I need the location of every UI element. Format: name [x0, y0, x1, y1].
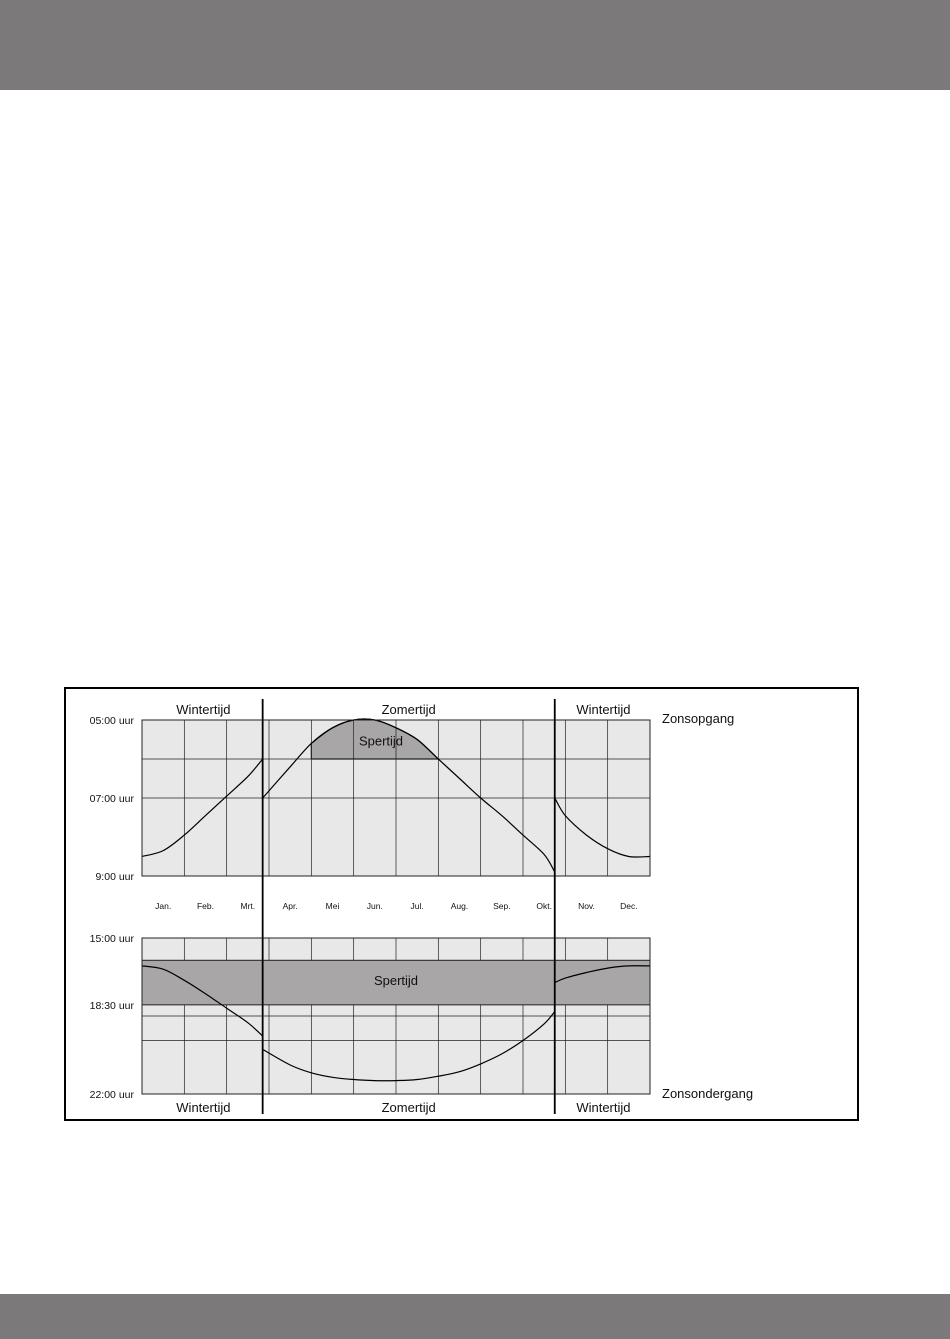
sun-times-figure — [64, 687, 859, 1121]
sunset-season-winter-2: Wintertijd — [576, 1100, 631, 1115]
month-label-mrt: Mrt. — [240, 901, 256, 911]
month-label-aug: Aug. — [450, 901, 469, 911]
sunrise-season-winter-2: Wintertijd — [576, 702, 631, 717]
sunset-plot — [90, 933, 753, 1115]
sun-times-chart — [66, 689, 861, 1123]
month-label-jul: Jul. — [410, 901, 424, 911]
footer-band — [0, 1294, 950, 1339]
sunset-ytick-1830: 18:30 uur — [89, 999, 134, 1012]
month-label-okt: Okt. — [536, 901, 552, 911]
sunrise-title: Zonsopgang — [662, 711, 735, 726]
sunrise-ytick-0900: 9:00 uur — [95, 871, 134, 883]
month-labels — [155, 901, 637, 911]
month-label-mei: Mei — [325, 901, 340, 911]
month-label-feb: Feb. — [196, 901, 215, 911]
sunset-title: Zonsondergang — [662, 1086, 754, 1101]
header-band — [0, 0, 950, 90]
month-label-nov: Nov. — [578, 901, 595, 911]
month-label-jun: Jun. — [366, 901, 383, 911]
sunset-season-summer: Zomertijd — [381, 1100, 436, 1115]
month-label-apr: Apr. — [282, 901, 298, 911]
sunrise-season-winter-1: Wintertijd — [176, 702, 231, 717]
sunrise-spertijd-label: Spertijd — [358, 733, 404, 749]
month-label-jan: Jan. — [155, 901, 172, 911]
sunset-ytick-2200: 22:00 uur — [89, 1089, 134, 1101]
sunrise-ytick-0700: 07:00 uur — [89, 793, 134, 805]
sunrise-season-summer: Zomertijd — [381, 702, 436, 717]
sunset-spertijd-label: Spertijd — [373, 972, 419, 988]
month-label-dec: Dec. — [620, 901, 638, 911]
sunset-ytick-1500: 15:00 uur — [89, 933, 134, 945]
sunrise-plot — [90, 702, 735, 883]
month-label-sep: Sep. — [493, 901, 511, 911]
sunrise-ytick-0500: 05:00 uur — [89, 715, 134, 727]
sunset-season-winter-1: Wintertijd — [176, 1100, 231, 1115]
